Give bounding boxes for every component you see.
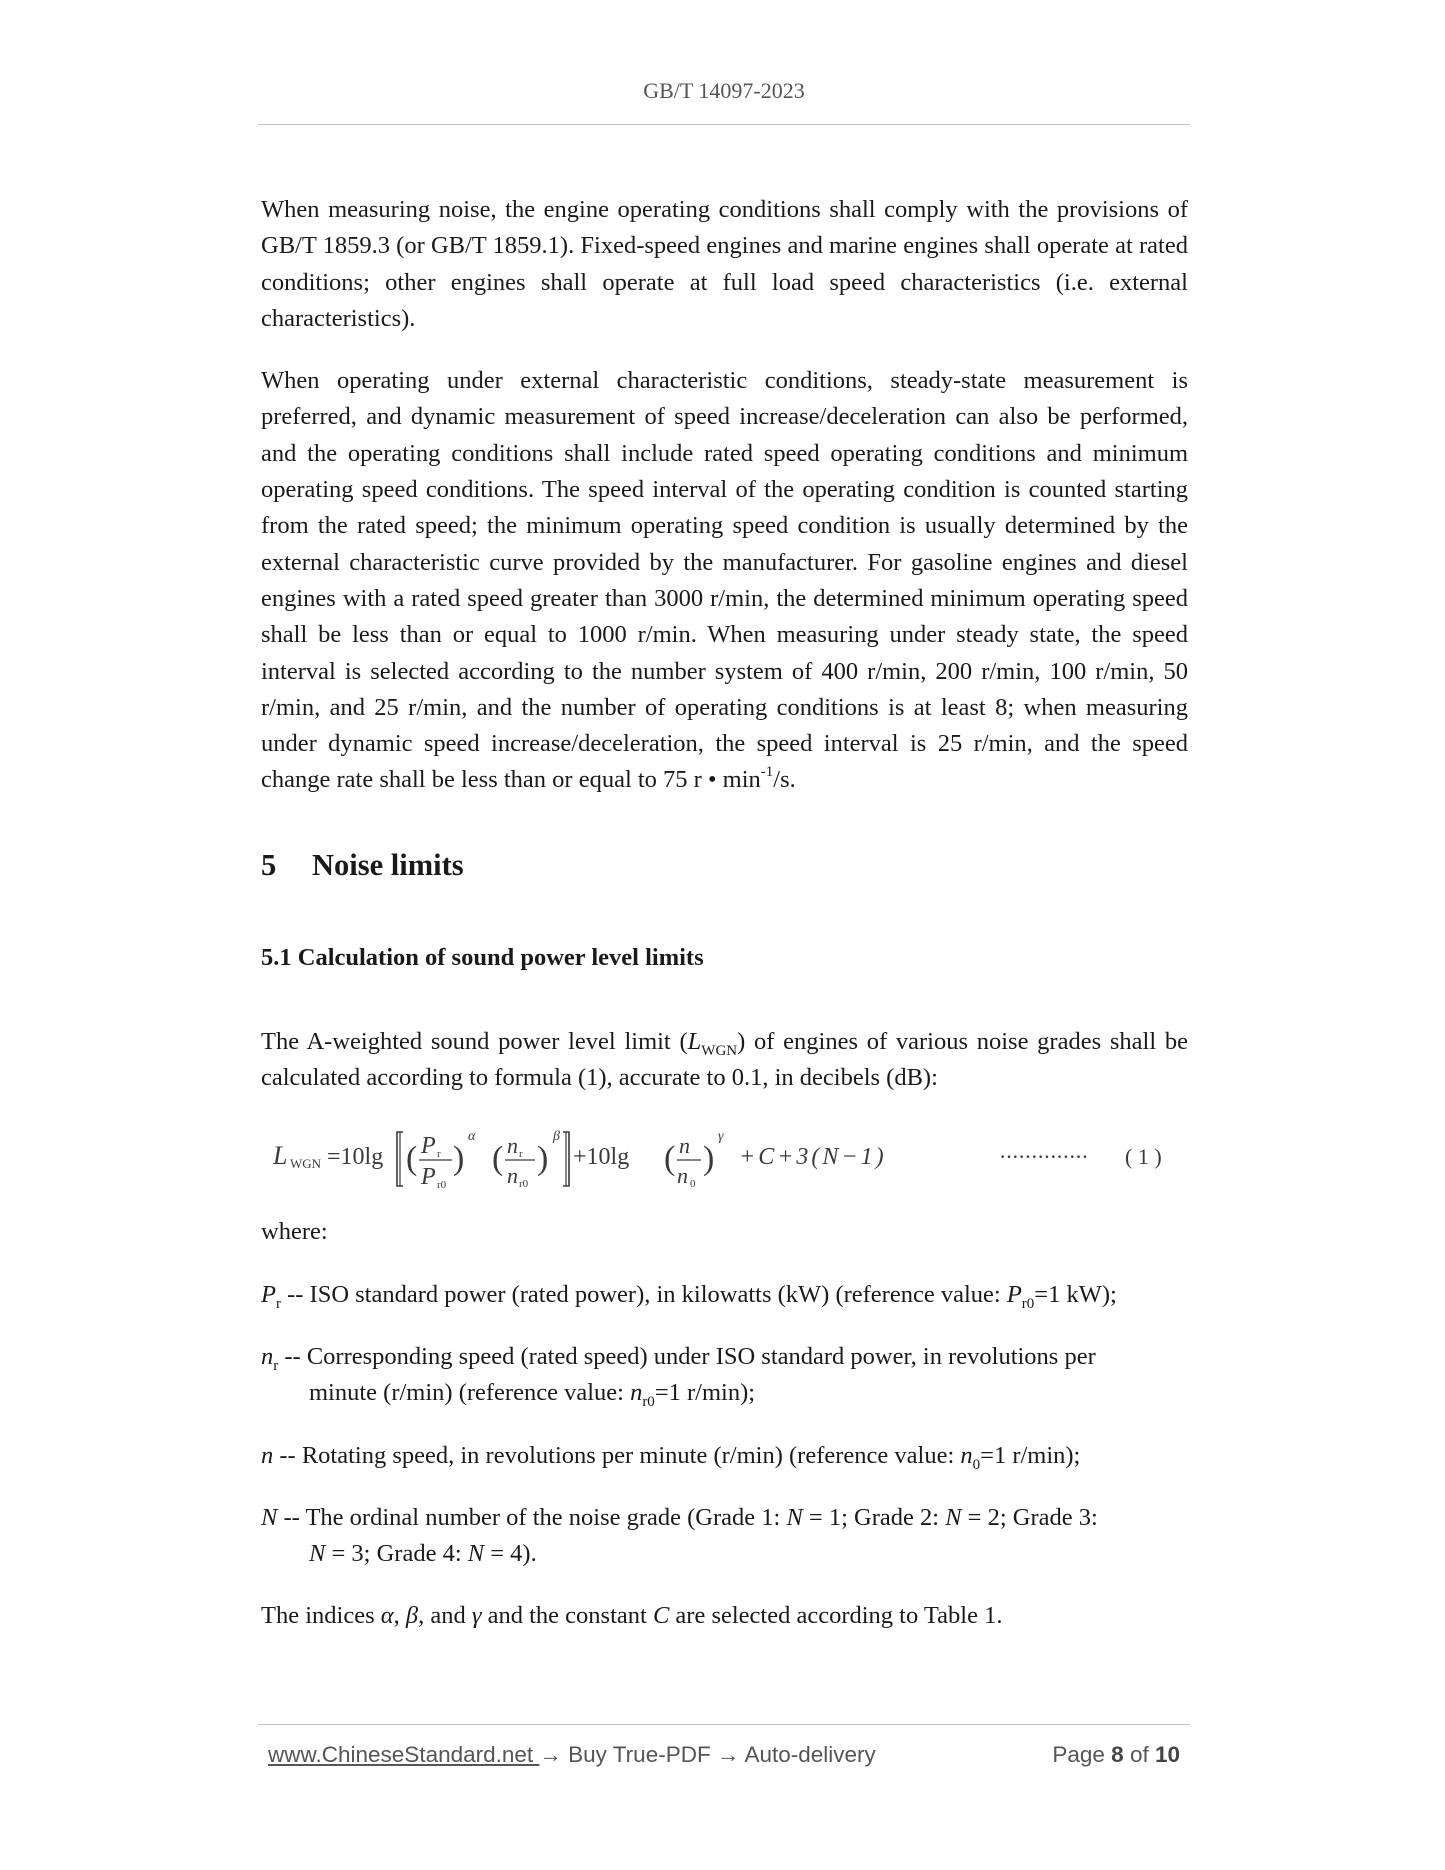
paragraph-formula-intro [261,1024,1188,1097]
formula-tail: +C+3(N−1) [739,1144,887,1171]
symbol: n [960,1441,973,1469]
symbol-C: C [652,1602,670,1630]
subsection-heading-5-1: 5.1 Calculation of sound power level limits [261,943,704,971]
formula-1 [261,1120,1188,1192]
formula-leader-dots: ·············· [999,1144,1088,1170]
page-indicator [1052,1742,1180,1768]
section-heading-5 [261,845,1188,885]
formula-lhs: L [273,1141,288,1171]
paragraph-text-end: /s. [773,766,796,794]
section-title: Noise limits [312,847,464,882]
symbol: N [261,1503,278,1531]
definition-text: = 2; Grade 3: [961,1503,1098,1531]
formula-lhs-sub: WGN [290,1156,322,1172]
footer-promo [268,1742,876,1768]
frac-num-P: P [421,1133,436,1160]
text: and the constant [481,1602,653,1630]
symbol: N [467,1540,485,1568]
symbol-L: L [687,1027,702,1055]
subscript: r0 [1021,1295,1035,1312]
definition-text: -- Corresponding speed (rated speed) under ISO standard power, in revolutions per [278,1342,1096,1370]
page-header: GB/T 14097-2023 [643,78,805,103]
page-body [261,192,1188,1661]
symbol-beta: β [405,1602,419,1630]
symbol-gamma: γ [471,1602,482,1630]
symbol: N [309,1540,326,1568]
paren-close-1: ) [453,1140,465,1178]
definition-text: = 4). [484,1540,537,1568]
where-label: where: [261,1218,328,1246]
symbol: N [945,1503,962,1531]
page-label: Page [1052,1742,1112,1767]
text: The indices [261,1602,381,1630]
auto-delivery-text: Auto-delivery [739,1742,876,1767]
subscript: WGN [701,1042,738,1059]
definition-text: -- The ordinal number of the noise grade (Grade 1: [277,1503,787,1531]
frac-den-P: P [421,1164,436,1191]
frac3-den-sub: 0 [690,1178,696,1191]
text: The A-weighted sound power level limit ( [261,1027,688,1055]
exp-beta: β [553,1129,560,1145]
subscript: 0 [972,1456,981,1473]
paren-open-1: ( [406,1140,418,1178]
definition-text: = 1; Grade 2: [802,1503,946,1531]
frac2-num-sub: r [519,1148,523,1161]
frac-num-sub: r [437,1148,441,1161]
definition-N [261,1500,1188,1573]
formula-number: ( 1 ) [1125,1144,1162,1170]
page-footer [268,1742,1180,1772]
frac-den-sub: r0 [437,1179,447,1192]
definition-text: =1 r/min); [980,1441,1081,1469]
symbol: n [261,1441,274,1469]
exp-alpha: α [468,1129,476,1145]
definition-text: =1 kW); [1034,1280,1117,1308]
buy-text: Buy True-PDF [561,1742,717,1767]
page-number: 8 [1111,1742,1124,1767]
arrow-right-icon: → [539,1742,562,1767]
subscript: r0 [642,1394,655,1411]
definition-n [261,1438,1188,1474]
definition-nr [261,1339,1188,1412]
symbol-alpha: α [380,1602,394,1630]
arrow-right-icon: → [716,1742,740,1767]
paragraph-text: When operating under external characteristic conditions, steady-state measurement is preferred, and dynamic measurement of speed increase/deceleration can also be performed, and the operating conditions shall include rated speed operating conditions and minimum operating speed conditions. The speed interval of the operating condition is counted starting from the rated speed; the minimum operating speed condition is usually determined by the external characteristic curve provided by the manufacturer. For gasoline engines and diesel engines with a rated speed greater than 3000 r/min, the determined minimum operating speed shall be less than or equal to 1000 r/min. When measuring under steady state, the speed interval is selected according to the number system of 400 r/min, 200 r/min, 100 r/min, 50 r/min, and 25 r/min, and the number of operating conditions is at least 8; when measuring under dynamic speed increase/deceleration, the speed interval is 25 r/min, and the speed change rate shall be less than or equal to 75 r • min [261,367,1188,794]
paragraph-external-characteristic [261,363,1188,799]
paren-open-2: ( [492,1140,504,1178]
section-number: 5 [261,847,277,882]
subscript: r [275,1295,281,1312]
definition-text: minute (r/min) (reference value: [309,1379,631,1407]
symbol: n [630,1379,643,1407]
definition-continuation [261,1536,1188,1572]
formula-plus10lg: +10lg [573,1144,630,1171]
definition-continuation [261,1375,1188,1411]
symbol: P [261,1280,276,1308]
definition-text: = 3; Grade 4: [325,1540,468,1568]
header-divider [258,124,1190,125]
text: , and [418,1602,472,1630]
text: , [393,1602,406,1630]
frac2-den-sub: r0 [519,1178,529,1191]
frac3-den-n: n [677,1163,688,1189]
definition-Pr [261,1277,1188,1313]
paren-close-3: ) [703,1140,715,1178]
page-of: of [1123,1742,1155,1767]
paragraph-operating-conditions: When measuring noise, the engine operating conditions shall comply with the provisions of GB/T 1859.3 (or GB/T 1859.1). Fixed-speed engines and marine engines shall operate at rated conditions; other engines shall operate at full load speed characteristics (i.e. external characteristics). [261,196,1188,332]
symbol: P [1006,1280,1022,1308]
subscript: r [273,1357,279,1374]
definition-text: -- Rotating speed, in revolutions per minute (r/min) (reference value: [273,1441,961,1469]
text: ) of engines of various noise grades shall be calculated according to formula (1), accurate to 0.1, in decibels (dB): [261,1027,1188,1092]
paren-open-3: ( [664,1140,676,1178]
footer-divider [258,1724,1190,1725]
exp-gamma: γ [718,1129,724,1145]
definition-text: =1 r/min); [654,1379,756,1407]
symbol: N [786,1503,803,1531]
frac2-den-n: n [507,1163,518,1189]
frac3-num-n: n [679,1133,690,1159]
definition-text: -- ISO standard power (rated power), in kilowatts (kW) (reference value: [280,1280,1007,1308]
paren-close-2: ) [537,1140,549,1178]
paragraph-indices [261,1598,1188,1634]
text: are selected according to Table 1. [669,1602,1003,1630]
formula-eq: =10lg [327,1144,384,1171]
superscript: -1 [760,764,774,781]
website-link[interactable]: www.ChineseStandard.net [268,1742,540,1767]
symbol: n [261,1342,274,1370]
formula-graphic [273,1120,1188,1192]
frac2-num-n: n [507,1133,518,1159]
page-total: 10 [1154,1742,1180,1767]
